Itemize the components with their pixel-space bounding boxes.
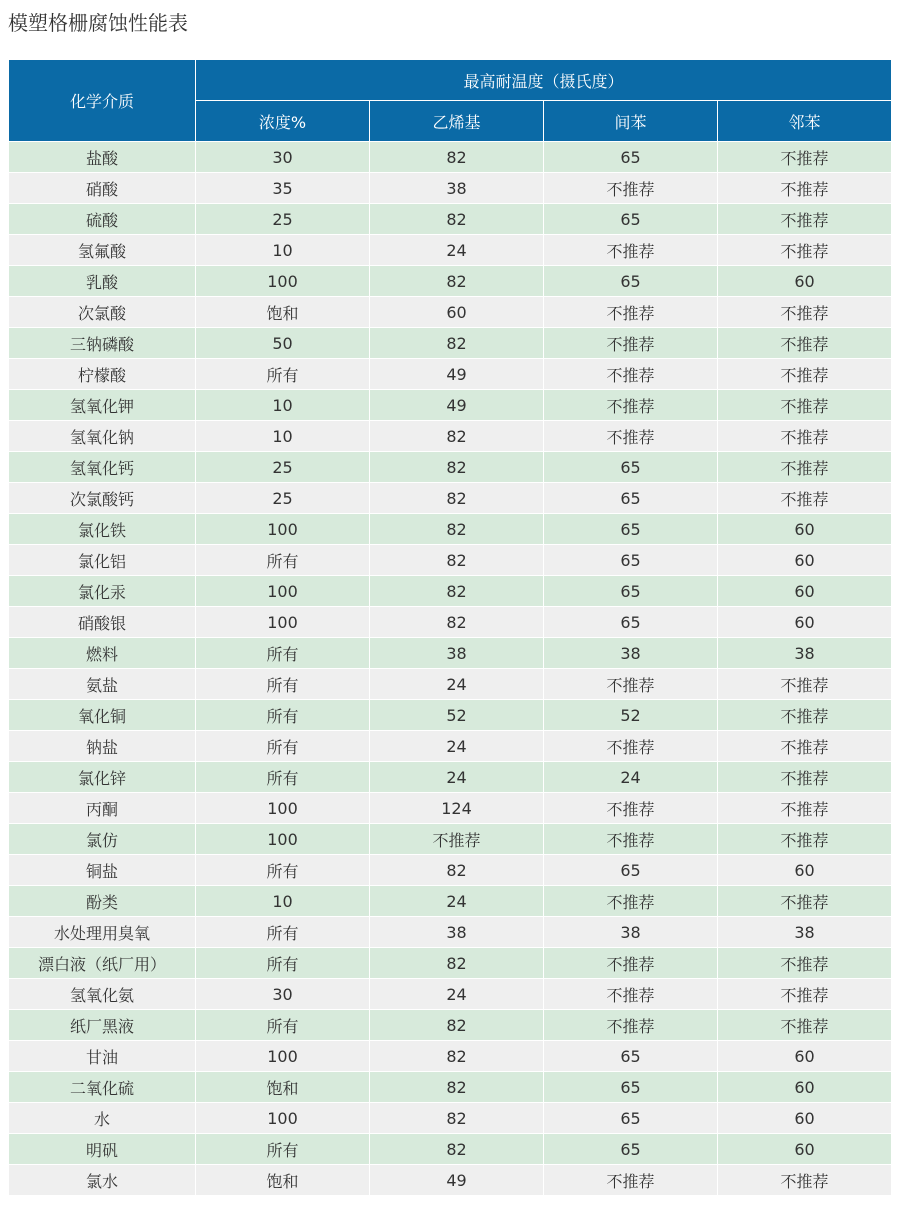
- table-row: [9, 1134, 892, 1165]
- cell-concentration: 100: [196, 514, 370, 545]
- cell-medium: 盐酸: [9, 142, 196, 173]
- table-row: [9, 1010, 892, 1041]
- cell-concentration: 100: [196, 793, 370, 824]
- table-row: [9, 607, 892, 638]
- cell-concentration: 10: [196, 421, 370, 452]
- table-row: [9, 948, 892, 979]
- cell-concentration: 35: [196, 173, 370, 204]
- cell-medium: 硫酸: [9, 204, 196, 235]
- cell-ortho: 不推荐: [718, 824, 892, 855]
- cell-ethylene: 82: [370, 204, 544, 235]
- cell-ortho: 60: [718, 1041, 892, 1072]
- table-row: [9, 762, 892, 793]
- cell-ethylene: 38: [370, 173, 544, 204]
- table-row: [9, 483, 892, 514]
- table-row: [9, 545, 892, 576]
- cell-ortho: 60: [718, 1072, 892, 1103]
- cell-ortho: 不推荐: [718, 700, 892, 731]
- cell-ortho: 不推荐: [718, 483, 892, 514]
- cell-medium: 氯化锌: [9, 762, 196, 793]
- cell-ortho: 60: [718, 514, 892, 545]
- cell-meta: 不推荐: [544, 886, 718, 917]
- cell-ortho: 60: [718, 576, 892, 607]
- cell-ortho: 60: [718, 266, 892, 297]
- cell-concentration: 25: [196, 204, 370, 235]
- cell-concentration: 30: [196, 979, 370, 1010]
- cell-ethylene: 24: [370, 235, 544, 266]
- cell-meta: 不推荐: [544, 1165, 718, 1196]
- cell-medium: 丙酮: [9, 793, 196, 824]
- cell-ortho: 不推荐: [718, 359, 892, 390]
- cell-ethylene: 24: [370, 762, 544, 793]
- cell-concentration: 所有: [196, 700, 370, 731]
- cell-medium: 三钠磷酸: [9, 328, 196, 359]
- cell-medium: 水: [9, 1103, 196, 1134]
- cell-medium: 氢氧化钾: [9, 390, 196, 421]
- header-concentration: 浓度%: [196, 101, 370, 142]
- cell-meta: 不推荐: [544, 390, 718, 421]
- cell-ethylene: 不推荐: [370, 824, 544, 855]
- cell-ortho: 不推荐: [718, 669, 892, 700]
- cell-medium: 乳酸: [9, 266, 196, 297]
- cell-meta: 不推荐: [544, 979, 718, 1010]
- header-ethylene: 乙烯基: [370, 101, 544, 142]
- cell-ethylene: 82: [370, 1103, 544, 1134]
- table-row: [9, 886, 892, 917]
- cell-ethylene: 82: [370, 1134, 544, 1165]
- cell-ethylene: 38: [370, 917, 544, 948]
- cell-medium: 氨盐: [9, 669, 196, 700]
- table-row: [9, 793, 892, 824]
- cell-meta: 65: [544, 266, 718, 297]
- cell-meta: 65: [544, 514, 718, 545]
- cell-ortho: 38: [718, 917, 892, 948]
- cell-medium: 氢氧化氨: [9, 979, 196, 1010]
- cell-medium: 氯水: [9, 1165, 196, 1196]
- cell-meta: 65: [544, 1103, 718, 1134]
- header-max-temperature: 最高耐温度（摄氏度）: [196, 60, 892, 101]
- cell-concentration: 10: [196, 235, 370, 266]
- cell-ethylene: 82: [370, 421, 544, 452]
- header-ortho: 邻苯: [718, 101, 892, 142]
- cell-ortho: 不推荐: [718, 1010, 892, 1041]
- cell-meta: 65: [544, 576, 718, 607]
- cell-concentration: 所有: [196, 731, 370, 762]
- cell-concentration: 100: [196, 607, 370, 638]
- cell-ethylene: 82: [370, 266, 544, 297]
- cell-concentration: 所有: [196, 855, 370, 886]
- table-header: [9, 60, 892, 142]
- cell-ortho: 不推荐: [718, 297, 892, 328]
- cell-ortho: 不推荐: [718, 948, 892, 979]
- cell-meta: 52: [544, 700, 718, 731]
- cell-medium: 氢氧化钙: [9, 452, 196, 483]
- cell-ethylene: 24: [370, 731, 544, 762]
- cell-meta: 65: [544, 855, 718, 886]
- cell-ethylene: 82: [370, 452, 544, 483]
- cell-medium: 纸厂黑液: [9, 1010, 196, 1041]
- cell-ortho: 不推荐: [718, 1165, 892, 1196]
- table-body: [9, 142, 892, 1196]
- cell-ortho: 不推荐: [718, 886, 892, 917]
- page-title: 模塑格栅腐蚀性能表: [8, 11, 188, 35]
- cell-ortho: 60: [718, 607, 892, 638]
- cell-concentration: 50: [196, 328, 370, 359]
- table-row: [9, 297, 892, 328]
- cell-meta: 65: [544, 452, 718, 483]
- cell-medium: 燃料: [9, 638, 196, 669]
- cell-medium: 氧化铜: [9, 700, 196, 731]
- table-row: [9, 700, 892, 731]
- cell-concentration: 100: [196, 266, 370, 297]
- cell-medium: 甘油: [9, 1041, 196, 1072]
- cell-concentration: 100: [196, 1041, 370, 1072]
- cell-ethylene: 124: [370, 793, 544, 824]
- cell-concentration: 饱和: [196, 297, 370, 328]
- cell-concentration: 10: [196, 390, 370, 421]
- cell-meta: 65: [544, 1072, 718, 1103]
- cell-concentration: 饱和: [196, 1072, 370, 1103]
- cell-ortho: 不推荐: [718, 731, 892, 762]
- table-row: [9, 855, 892, 886]
- cell-meta: 不推荐: [544, 948, 718, 979]
- cell-ethylene: 24: [370, 979, 544, 1010]
- cell-medium: 水处理用臭氧: [9, 917, 196, 948]
- table-row: [9, 1103, 892, 1134]
- cell-meta: 24: [544, 762, 718, 793]
- cell-ortho: 不推荐: [718, 979, 892, 1010]
- cell-medium: 氯化汞: [9, 576, 196, 607]
- cell-concentration: 25: [196, 452, 370, 483]
- cell-ethylene: 82: [370, 514, 544, 545]
- cell-ortho: 不推荐: [718, 328, 892, 359]
- cell-meta: 38: [544, 917, 718, 948]
- cell-ethylene: 38: [370, 638, 544, 669]
- cell-meta: 38: [544, 638, 718, 669]
- cell-medium: 次氯酸钙: [9, 483, 196, 514]
- cell-medium: 次氯酸: [9, 297, 196, 328]
- cell-ethylene: 82: [370, 1041, 544, 1072]
- cell-concentration: 所有: [196, 669, 370, 700]
- cell-medium: 硝酸银: [9, 607, 196, 638]
- cell-ortho: 60: [718, 1134, 892, 1165]
- cell-concentration: 所有: [196, 1134, 370, 1165]
- cell-concentration: 所有: [196, 917, 370, 948]
- cell-meta: 不推荐: [544, 421, 718, 452]
- resistance-table-container: [8, 59, 891, 1196]
- cell-ortho: 不推荐: [718, 452, 892, 483]
- cell-meta: 不推荐: [544, 1010, 718, 1041]
- cell-ortho: 60: [718, 1103, 892, 1134]
- cell-meta: 65: [544, 483, 718, 514]
- header-medium: 化学介质: [9, 60, 196, 142]
- cell-ethylene: 82: [370, 1010, 544, 1041]
- cell-ortho: 不推荐: [718, 421, 892, 452]
- table-row: [9, 266, 892, 297]
- cell-ethylene: 82: [370, 545, 544, 576]
- cell-concentration: 所有: [196, 762, 370, 793]
- cell-medium: 氢氧化钠: [9, 421, 196, 452]
- table-row: [9, 1165, 892, 1196]
- cell-ortho: 38: [718, 638, 892, 669]
- header-meta: 间苯: [544, 101, 718, 142]
- cell-ethylene: 60: [370, 297, 544, 328]
- cell-meta: 不推荐: [544, 235, 718, 266]
- table-row: [9, 824, 892, 855]
- table-row: [9, 917, 892, 948]
- cell-medium: 钠盐: [9, 731, 196, 762]
- cell-medium: 氯化铁: [9, 514, 196, 545]
- cell-concentration: 所有: [196, 638, 370, 669]
- table-row: [9, 669, 892, 700]
- header-row-group: [9, 60, 892, 101]
- table-row: [9, 359, 892, 390]
- cell-meta: 65: [544, 142, 718, 173]
- cell-meta: 不推荐: [544, 731, 718, 762]
- cell-concentration: 25: [196, 483, 370, 514]
- cell-medium: 酚类: [9, 886, 196, 917]
- cell-ethylene: 82: [370, 142, 544, 173]
- resistance-table: [8, 59, 892, 1196]
- cell-concentration: 所有: [196, 545, 370, 576]
- cell-ethylene: 49: [370, 359, 544, 390]
- cell-meta: 65: [544, 607, 718, 638]
- cell-ethylene: 24: [370, 669, 544, 700]
- table-row: [9, 390, 892, 421]
- cell-medium: 漂白液（纸厂用）: [9, 948, 196, 979]
- cell-meta: 不推荐: [544, 328, 718, 359]
- cell-medium: 硝酸: [9, 173, 196, 204]
- table-row: [9, 1072, 892, 1103]
- table-row: [9, 731, 892, 762]
- table-row: [9, 235, 892, 266]
- cell-concentration: 所有: [196, 948, 370, 979]
- cell-meta: 不推荐: [544, 793, 718, 824]
- cell-ortho: 60: [718, 855, 892, 886]
- cell-concentration: 100: [196, 824, 370, 855]
- cell-meta: 不推荐: [544, 824, 718, 855]
- cell-meta: 65: [544, 1041, 718, 1072]
- cell-ortho: 不推荐: [718, 235, 892, 266]
- cell-concentration: 30: [196, 142, 370, 173]
- cell-medium: 明矾: [9, 1134, 196, 1165]
- cell-ethylene: 82: [370, 483, 544, 514]
- table-row: [9, 514, 892, 545]
- cell-ethylene: 82: [370, 607, 544, 638]
- table-row: [9, 142, 892, 173]
- cell-meta: 65: [544, 204, 718, 235]
- table-row: [9, 979, 892, 1010]
- cell-ethylene: 49: [370, 390, 544, 421]
- cell-medium: 柠檬酸: [9, 359, 196, 390]
- cell-ortho: 不推荐: [718, 793, 892, 824]
- table-row: [9, 421, 892, 452]
- cell-medium: 铜盐: [9, 855, 196, 886]
- cell-ortho: 不推荐: [718, 390, 892, 421]
- cell-ortho: 不推荐: [718, 204, 892, 235]
- table-row: [9, 173, 892, 204]
- cell-medium: 氯化铝: [9, 545, 196, 576]
- cell-medium: 氯仿: [9, 824, 196, 855]
- cell-ethylene: 49: [370, 1165, 544, 1196]
- cell-medium: 氢氟酸: [9, 235, 196, 266]
- cell-meta: 65: [544, 1134, 718, 1165]
- cell-medium: 二氧化硫: [9, 1072, 196, 1103]
- cell-ethylene: 82: [370, 1072, 544, 1103]
- table-row: [9, 1041, 892, 1072]
- cell-ortho: 不推荐: [718, 762, 892, 793]
- cell-meta: 不推荐: [544, 173, 718, 204]
- cell-meta: 不推荐: [544, 297, 718, 328]
- cell-ortho: 不推荐: [718, 173, 892, 204]
- cell-ethylene: 24: [370, 886, 544, 917]
- cell-concentration: 所有: [196, 1010, 370, 1041]
- cell-meta: 65: [544, 545, 718, 576]
- cell-concentration: 100: [196, 1103, 370, 1134]
- table-row: [9, 204, 892, 235]
- cell-ethylene: 52: [370, 700, 544, 731]
- cell-ethylene: 82: [370, 948, 544, 979]
- cell-meta: 不推荐: [544, 669, 718, 700]
- table-row: [9, 452, 892, 483]
- table-row: [9, 576, 892, 607]
- cell-concentration: 所有: [196, 359, 370, 390]
- cell-concentration: 100: [196, 576, 370, 607]
- cell-ethylene: 82: [370, 855, 544, 886]
- cell-ethylene: 82: [370, 576, 544, 607]
- cell-meta: 不推荐: [544, 359, 718, 390]
- cell-concentration: 10: [196, 886, 370, 917]
- table-row: [9, 328, 892, 359]
- cell-ethylene: 82: [370, 328, 544, 359]
- cell-concentration: 饱和: [196, 1165, 370, 1196]
- cell-ortho: 60: [718, 545, 892, 576]
- cell-ortho: 不推荐: [718, 142, 892, 173]
- table-row: [9, 638, 892, 669]
